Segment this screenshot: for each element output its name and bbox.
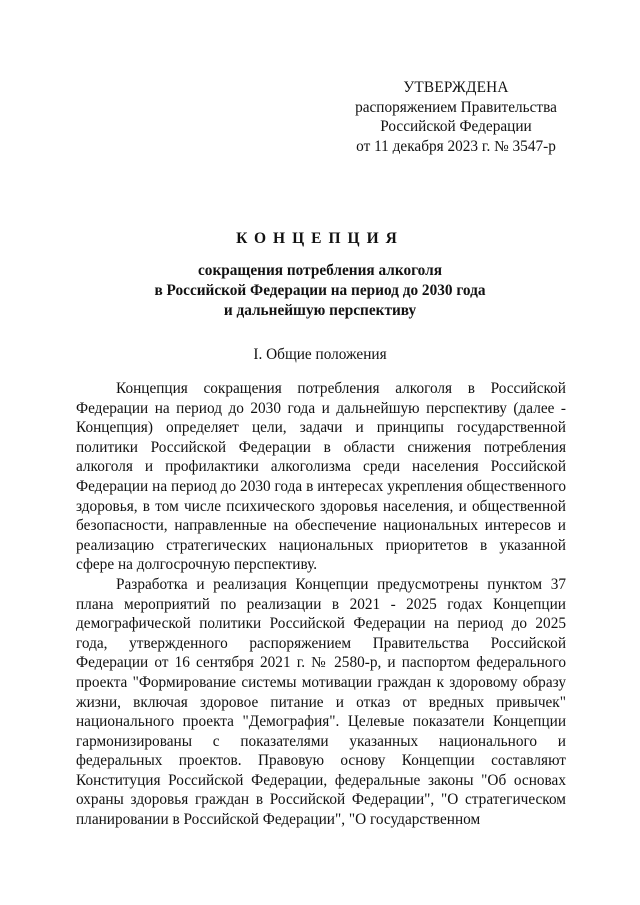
document-subtitle-line: и дальнейшую перспективу bbox=[223, 302, 417, 319]
paragraph: Концепция сокращения потребления алкоголя в Российской Федерации на период до 2030 года и дальнейшую перспективу (далее - Концепция) определяет цели, задачи и принципы государственной политики Российской Федерации в области снижения потребления алкоголя и профилактики алкоголизма среди населения Российской Федерации на период до 2030 года в интересах укрепления общественного здоровья, в том числе психического здоровья населения, и общественной безопасности, направленные на обеспечение национальных интересов и реализацию стратегических национальных приоритетов в указанной сфере на долгосрочную перспективу. bbox=[76, 380, 566, 574]
document-title: КОНЦЕПЦИЯ bbox=[236, 230, 404, 247]
approval-line: Российской Федерации bbox=[380, 118, 532, 135]
approval-stamp bbox=[340, 78, 572, 156]
approval-line: распоряжением Правительства bbox=[355, 98, 557, 116]
document-subtitle-line: сокращения потребления алкоголя bbox=[198, 262, 442, 279]
document-subtitle-line: в Российской Федерации на период до 2030 года bbox=[154, 282, 486, 299]
approval-heading: УТВЕРЖДЕНА bbox=[403, 79, 509, 96]
document-title-block bbox=[0, 229, 640, 321]
body-text bbox=[76, 379, 566, 830]
paragraph: Разработка и реализация Концепции предусмотрены пунктом 37 плана мероприятий по реализации в 2021 - 2025 годах Концепции демографической политики Российской Федерации на период до 2025 года, утвержденного распоряжением Правительства Российской Федерации от 16 сентября 2021 г. № 2580-р, и паспортом федерального проекта "Формирование системы мотивации граждан к здоровому образу жизни, включая здоровое питание и отказ от вредных привычек" национального проекта "Демография". Целевые показатели Концепции гармонизированы с показателями указанных национального и федеральных проектов. Правовую основу Концепции составляют Конституция Российской Федерации, федеральные законы "Об основах охраны здоровья граждан в Российской Федерации", "О стратегическом планировании в Российской Федерации", "О государственном bbox=[76, 575, 566, 829]
section-heading: I. Общие положения bbox=[253, 346, 387, 363]
approval-date-line: от 11 декабря 2023 г. № 3547-р bbox=[356, 137, 556, 155]
